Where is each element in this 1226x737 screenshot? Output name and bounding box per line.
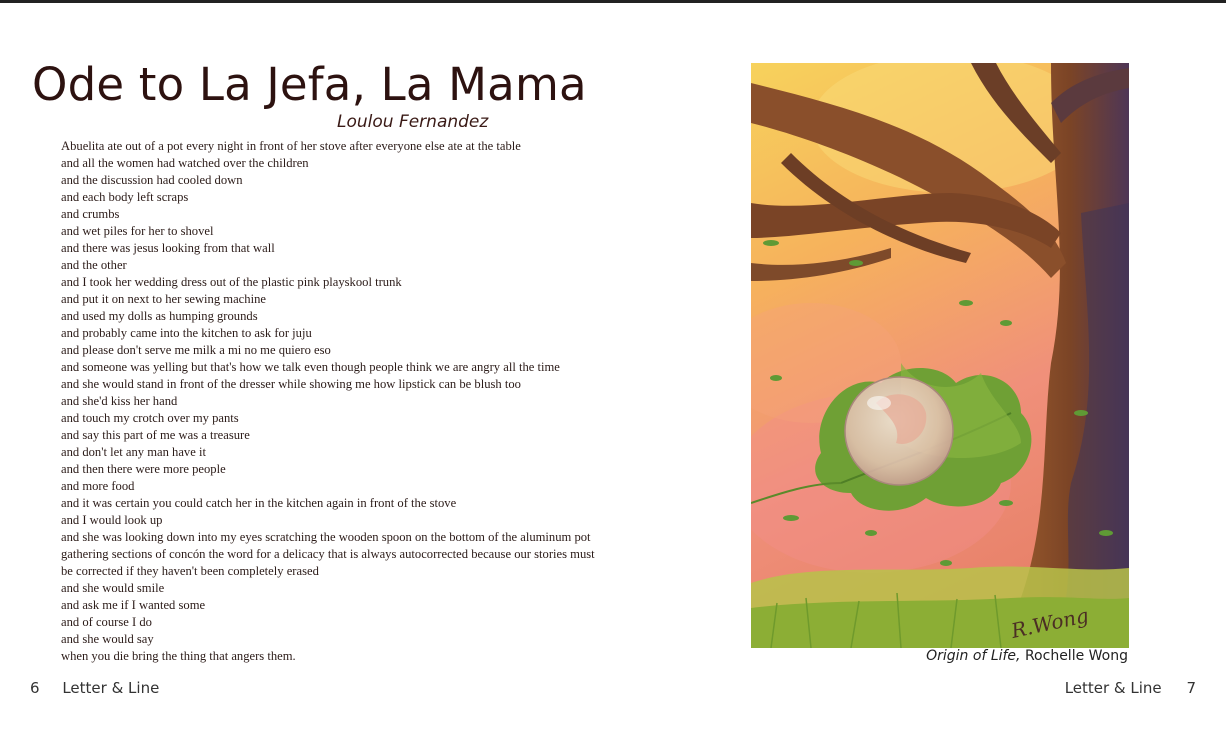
poem-line: and used my dolls as humping grounds [61,309,258,323]
poem-line: be corrected if they haven't been completely erased [61,564,319,578]
page-number-right: 7 [1186,679,1196,697]
poem-line: and don't let any man have it [61,445,206,459]
artwork-artist: Rochelle Wong [1024,648,1128,664]
artist-signature: R.Wong [1009,603,1091,643]
poem-line: gathering sections of concón the word for a delicacy that is always autocorrected because our stories must [61,547,595,561]
artwork-caption [926,648,1128,664]
poem-line: Abuelita ate out of a pot every night in front of her stove after everyone else ate at the table [61,139,521,153]
poem-line: when you die bring the thing that angers them. [61,649,296,663]
poem-line: and of course I do [61,615,152,629]
artwork-title: Origin of Life, [926,648,1021,664]
publication-name-left: Letter & Line [62,679,160,697]
poem-author: Loulou Fernandez [337,112,489,132]
publication-name-right: Letter & Line [1064,679,1162,697]
poem-line: and touch my crotch over my pants [61,411,239,425]
poem-line: and the discussion had cooled down [61,173,243,187]
poem-line: and say this part of me was a treasure [61,428,250,442]
poem-line: and she would stand in front of the dresser while showing me how lipstick can be blush too [61,377,521,391]
poem-line: and it was certain you could catch her in the kitchen again in front of the stove [61,496,457,510]
footer-left [30,679,159,697]
top-border [0,0,1226,3]
poem-line: and she'd kiss her hand [61,394,178,408]
artwork-origin-of-life [751,63,1129,648]
poem-line: and there was jesus looking from that wall [61,241,275,255]
footer-right [1065,679,1196,697]
poem-line: and she was looking down into my eyes scratching the wooden spoon on the bottom of the aluminum pot [61,530,591,544]
poem-line: and ask me if I wanted some [61,598,206,612]
poem-line: and then there were more people [61,462,226,476]
poem-line: and crumbs [61,207,120,221]
poem-line: and each body left scraps [61,190,189,204]
poem-line: and please don't serve me milk a mi no me quiero eso [61,343,331,357]
poem-line: and she would smile [61,581,165,595]
poem-body [61,138,661,665]
poem-line: and she would say [61,632,154,646]
poem-line: and I would look up [61,513,163,527]
poem-line: and the other [61,258,127,272]
poem-line: and all the women had watched over the children [61,156,309,170]
page-number-left: 6 [30,679,40,697]
poem-line: and more food [61,479,135,493]
poem-line: and put it on next to her sewing machine [61,292,266,306]
poem-line: and I took her wedding dress out of the plastic pink playskool trunk [61,275,402,289]
poem-line: and probably came into the kitchen to ask for juju [61,326,312,340]
artwork-painting [751,63,1129,648]
poem-title: Ode to La Jefa, La Mama [32,58,587,111]
poem-line: and someone was yelling but that's how we talk even though people think we are angry all the time [61,360,560,374]
poem-line: and wet piles for her to shovel [61,224,214,238]
